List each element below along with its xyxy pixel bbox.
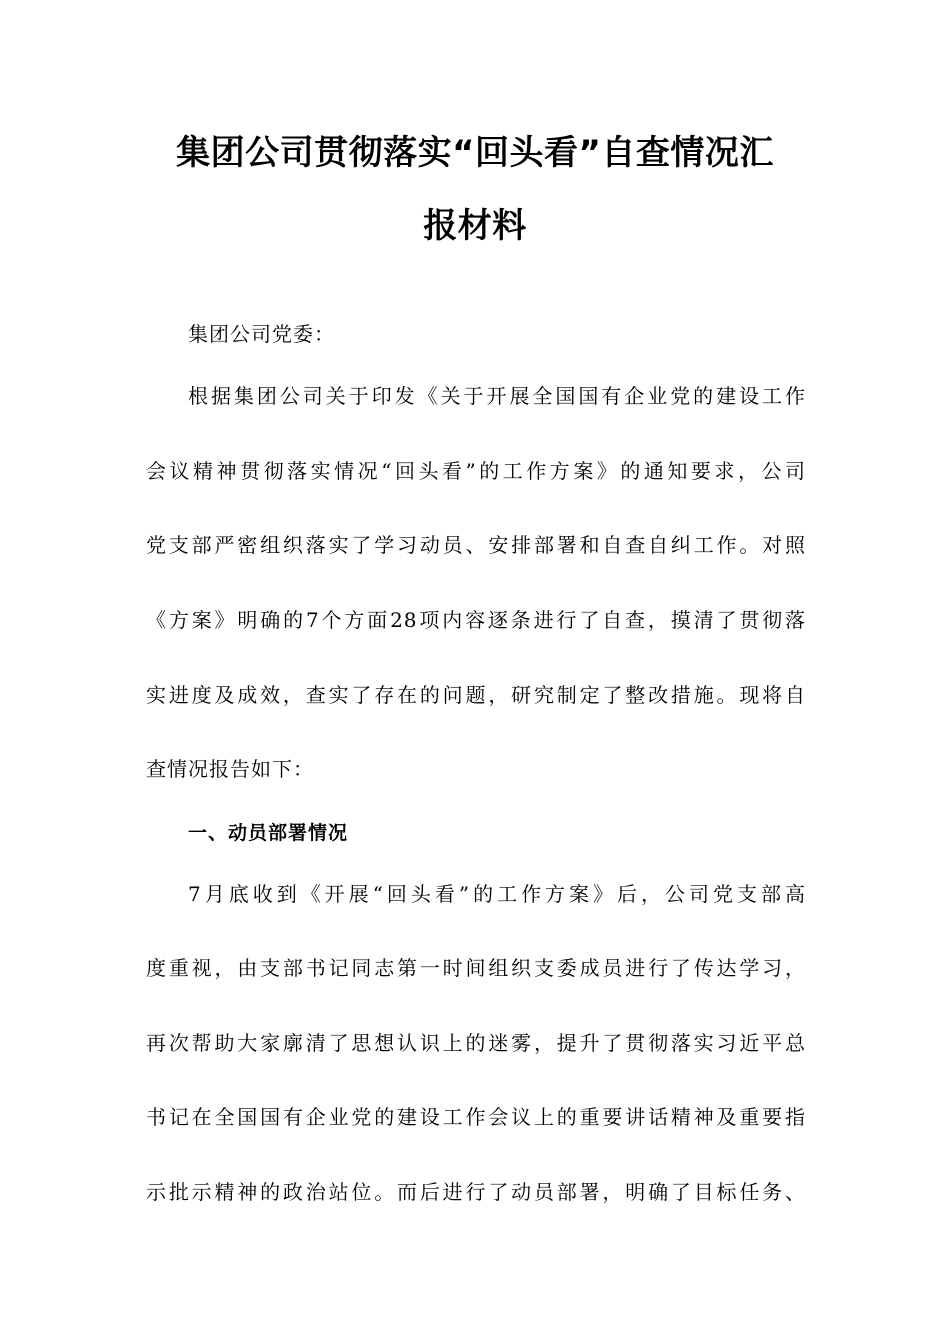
- section-1-heading: 一、动员部署情况: [188, 822, 349, 844]
- paragraph-1-line-4: 《方案》明确的7个方面28项内容逐条进行了自查，摸清了贯彻落: [146, 608, 806, 632]
- paragraph-1-line-6: 查情况报告如下：: [146, 757, 314, 781]
- paragraph-2-line-4: 书记在全国国有企业党的建设工作会议上的重要讲话精神及重要指: [146, 1105, 806, 1129]
- paragraph-1-line-3: 党支部严密组织落实了学习动员、安排部署和自查自纠工作。对照: [146, 533, 806, 557]
- paragraph-1-line-1: 根据集团公司关于印发《关于开展全国国有企业党的建设工作: [188, 384, 806, 408]
- paragraph-2-line-3: 再次帮助大家廓清了思想认识上的迷雾，提升了贯彻落实习近平总: [146, 1031, 806, 1055]
- document-title-line-1: 集团公司贯彻落实“回头看”自查情况汇: [176, 133, 774, 173]
- paragraph-2-line-2: 度重视，由支部书记同志第一时间组织支委成员进行了传达学习，: [146, 956, 806, 980]
- paragraph-1-line-2: 会议精神贯彻落实情况“回头看”的工作方案》的通知要求，公司: [146, 459, 806, 483]
- paragraph-2-line-5: 示批示精神的政治站位。而后进行了动员部署，明确了目标任务、: [146, 1180, 806, 1204]
- document-title-line-2: 报材料: [423, 206, 527, 246]
- paragraph-2-line-1: 7月底收到《开展“回头看”的工作方案》后，公司党支部高: [188, 882, 806, 906]
- paragraph-1-line-5: 实进度及成效，查实了存在的问题，研究制定了整改措施。现将自: [146, 683, 806, 707]
- salutation: 集团公司党委：: [188, 322, 335, 346]
